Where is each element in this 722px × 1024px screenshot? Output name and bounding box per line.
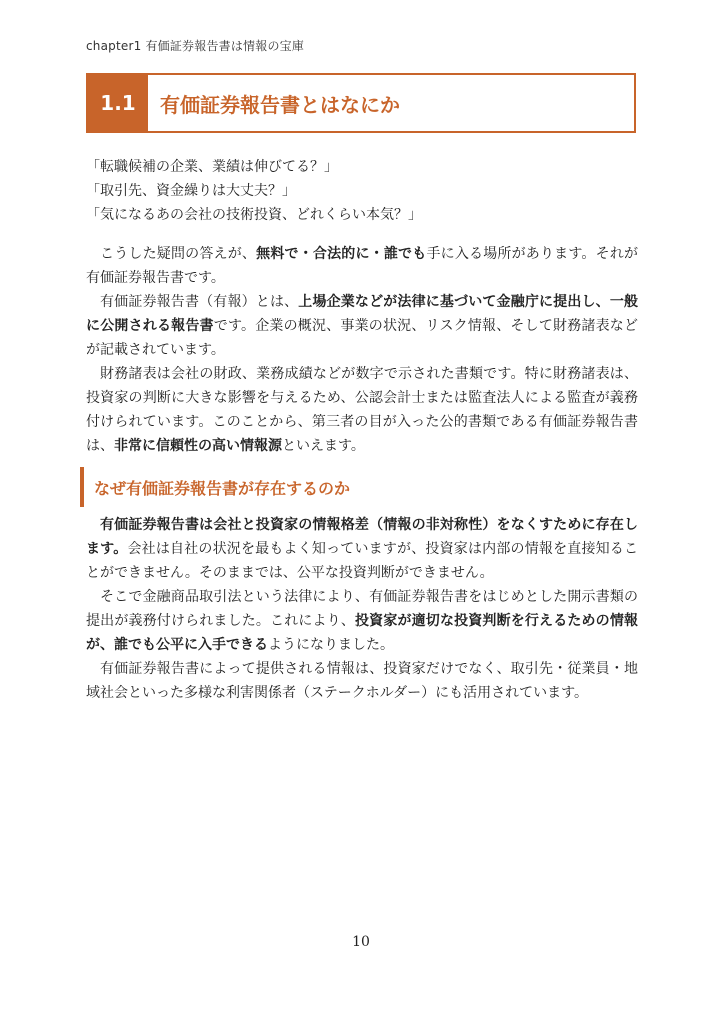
quote-line: 「転職候補の企業、業績は伸びてる？」 <box>86 159 338 175</box>
text-run: 財務諸表は会社の財政、業務成績などが数字で示された書類です。特に財務諸表は、投資家の判断に大きな影響を与えるため、公認会計士または監査法人による監査が義務付けられています。このことから、第三者の目が入った公的書類である有価証券報告書は、 <box>86 366 638 454</box>
quote-list <box>86 155 646 227</box>
paragraph <box>86 242 638 290</box>
subsection-heading <box>80 467 640 507</box>
text-run: といえます。 <box>282 438 365 454</box>
text-run: 会社は自社の状況を最もよく知っていますが、投資家は内部の情報を直接知ることができません。そのままでは、公平な投資判断ができません。 <box>86 541 638 581</box>
bold-text: 有価証券報告書は会社と投資家の情報格差（情報の非対称性）をなくすために存在します。 <box>86 517 638 557</box>
text-run: こうした疑問の答えが、 <box>100 246 257 262</box>
bold-text: 無料で・合法的に・誰でも <box>256 246 427 262</box>
subsection-accent-bar <box>80 467 84 507</box>
paragraph <box>86 585 638 657</box>
text-run: 有価証券報告書（有報）とは、 <box>100 294 299 310</box>
paragraph <box>86 362 638 458</box>
subsection-title: なぜ有価証券報告書が存在するのか <box>94 478 351 498</box>
section-number: 1.1 <box>88 75 148 131</box>
paragraph <box>86 290 638 362</box>
quote-line: 「取引先、資金繰りは大丈夫？」 <box>86 183 296 199</box>
page-number: 10 <box>352 934 370 950</box>
quote-line: 「気になるあの会社の技術投資、どれくらい本気？」 <box>86 207 422 223</box>
text-run: 手に入る場所があります。それが有価証券報告書です。 <box>86 246 639 286</box>
bold-text: 非常に信頼性の高い情報源 <box>114 438 282 454</box>
paragraph <box>86 657 638 705</box>
running-header: chapter1 有価証券報告書は情報の宝庫 <box>86 39 305 53</box>
text-run: です。企業の概況、事業の状況、リスク情報、そして財務諸表などが記載されています。 <box>86 318 638 358</box>
bold-text: 投資家が適切な投資判断を行えるための情報が、誰でも公平に入手できる <box>86 613 638 653</box>
text-run: 有価証券報告書によって提供される情報は、投資家だけでなく、取引先・従業員・地域社会といった多様な利害関係者（ステークホルダー）にも活用されています。 <box>86 661 638 701</box>
bold-text: 上場企業などが法律に基づいて金融庁に提出し、一般に公開される報告書 <box>86 294 639 334</box>
section-heading <box>86 73 636 133</box>
paragraph <box>86 513 638 585</box>
text-run: ようになりました。 <box>268 637 394 653</box>
intro-text <box>86 242 638 458</box>
subsection-text <box>86 513 638 705</box>
section-title: 有価証券報告書とはなにか <box>160 92 400 117</box>
text-run: そこで金融商品取引法という法律により、有価証券報告書をはじめとした開示書類の提出が義務付けられました。これにより、 <box>86 589 638 629</box>
